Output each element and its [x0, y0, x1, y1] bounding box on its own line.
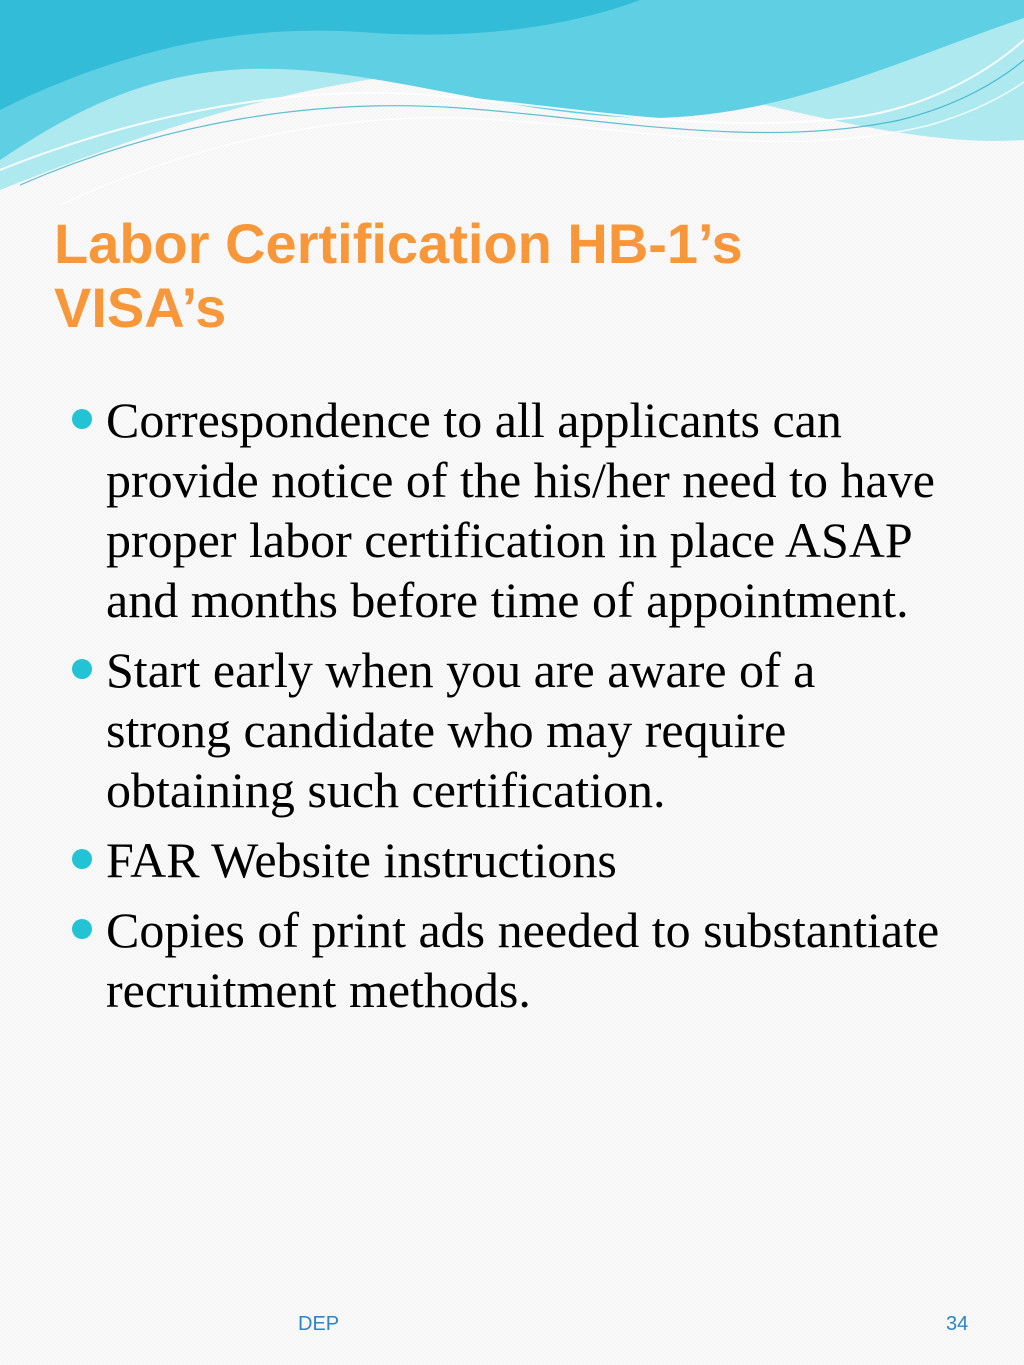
slide-title — [54, 212, 974, 340]
bullet-text: Correspondence to all applicants can provide notice of the his/her need to have proper labor certification in place ASAP and months before time of appointment. — [106, 392, 935, 628]
bullet-text: Copies of print ads needed to substantiate recruitment methods. — [106, 902, 940, 1018]
bullet-item-far-website — [70, 830, 950, 890]
bullet-item-print-ads — [70, 900, 950, 1020]
bullet-list — [70, 390, 950, 1030]
bullet-marker-icon — [72, 659, 92, 679]
footer-label: DEP — [298, 1313, 340, 1335]
bullet-marker-icon — [72, 919, 92, 939]
bullet-item-correspondence — [70, 390, 950, 630]
bullet-text: Start early when you are aware of a strong candidate who may require obtaining such certification. — [106, 642, 816, 818]
slide-title-line-2: VISA’s — [54, 276, 227, 339]
bullet-marker-icon — [72, 409, 92, 429]
slide-title-line-1: Labor Certification HB-1’s — [54, 212, 743, 275]
bullet-marker-icon — [72, 849, 92, 869]
bullet-item-start-early — [70, 640, 950, 820]
header-wave-decoration — [0, 0, 1024, 240]
page-number: 34 — [946, 1313, 969, 1335]
bullet-text: FAR Website instructions — [106, 832, 617, 888]
